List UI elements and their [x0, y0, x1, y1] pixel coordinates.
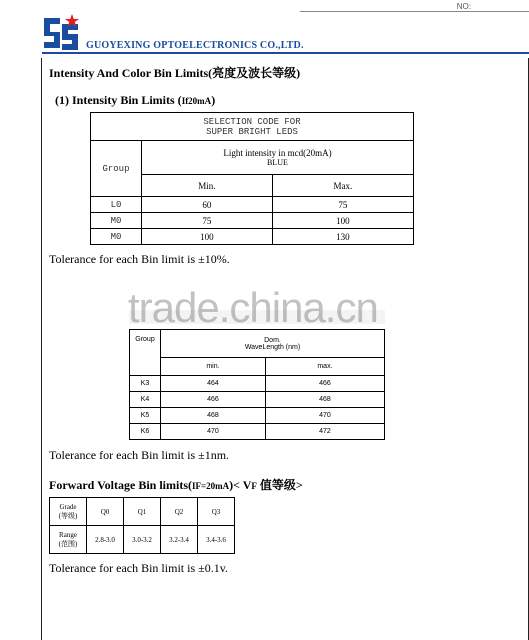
table-row — [130, 424, 385, 440]
dom-line-2: WaveLength (nm) — [244, 343, 301, 351]
grade-cn-label: (等级) — [58, 511, 78, 520]
group-cell: M0 — [91, 229, 142, 245]
light-intensity-label: Light intensity in mcd(20mA) — [223, 148, 332, 158]
max-cell: 75 — [272, 197, 413, 213]
min-cell: 468 — [161, 408, 266, 424]
intensity-tolerance: Tolerance for each Bin limit is ±10%. — [49, 252, 230, 266]
range-cell: 3.0-3.2 — [124, 526, 161, 554]
min-header: min. — [161, 358, 266, 376]
grade-label: Grade — [59, 502, 77, 511]
voltage-heading-end: 值等级> — [256, 478, 303, 492]
max-cell: 468 — [265, 392, 384, 408]
selection-line-2: SUPER BRIGHT LEDS — [206, 126, 298, 137]
min-cell: 470 — [161, 424, 266, 440]
max-cell: 472 — [265, 424, 384, 440]
table-row — [91, 229, 414, 245]
document-number-label: NO: — [456, 2, 471, 11]
voltage-heading-vsub: F — [251, 481, 257, 491]
max-header: max. — [265, 358, 384, 376]
intensity-heading-end: ) — [211, 93, 216, 107]
range-cell: 2.8-3.0 — [87, 526, 124, 554]
header-rule — [42, 52, 529, 54]
group-header: Group — [91, 141, 142, 197]
table-row — [50, 526, 235, 554]
max-cell: 470 — [265, 408, 384, 424]
max-cell: 130 — [272, 229, 413, 245]
min-cell: 60 — [142, 197, 273, 213]
selection-code-cell — [91, 113, 414, 141]
min-cell: 464 — [161, 376, 266, 392]
grade-cell: Q0 — [87, 498, 124, 526]
group-cell: K6 — [130, 424, 161, 440]
wavelength-table — [129, 329, 385, 440]
company-name: GUOYEXING OPTOELECTRONICS CO.,LTD. — [86, 40, 304, 51]
wavelength-tolerance: Tolerance for each Bin limit is ±1nm. — [49, 448, 230, 462]
group-cell: K3 — [130, 376, 161, 392]
grade-header — [50, 498, 87, 526]
max-cell: 100 — [272, 213, 413, 229]
intensity-heading — [55, 93, 215, 108]
selection-line-1: SELECTION CODE FOR — [203, 116, 301, 127]
table-row — [91, 213, 414, 229]
min-cell: 75 — [142, 213, 273, 229]
light-intensity-header — [142, 141, 414, 175]
frame-left-border — [41, 58, 42, 640]
group-cell: K5 — [130, 408, 161, 424]
intensity-heading-text: (1) Intensity Bin Limits ( — [55, 93, 182, 107]
range-header — [50, 526, 87, 554]
voltage-heading-sub: IF=20mA — [192, 481, 230, 491]
min-cell: 100 — [142, 229, 273, 245]
range-cn-label: (范围) — [58, 539, 78, 548]
max-header: Max. — [272, 175, 413, 197]
range-cell: 3.2-3.4 — [161, 526, 198, 554]
company-logo-icon — [42, 14, 82, 52]
max-cell: 466 — [265, 376, 384, 392]
table-row — [130, 408, 385, 424]
table-row — [91, 197, 414, 213]
voltage-table — [49, 497, 235, 554]
voltage-heading — [49, 476, 303, 493]
min-cell: 466 — [161, 392, 266, 408]
table-row — [130, 392, 385, 408]
dom-wavelength-header — [161, 330, 385, 358]
group-header: Group — [130, 330, 161, 376]
group-cell: L0 — [91, 197, 142, 213]
group-cell: M0 — [91, 213, 142, 229]
watermark: trade.china.cn — [128, 284, 378, 331]
dom-line-1: Dom. — [264, 336, 281, 344]
color-label: BLUE — [267, 158, 288, 167]
range-label: Range — [59, 530, 77, 539]
range-cell: 3.4-3.6 — [198, 526, 235, 554]
voltage-tolerance: Tolerance for each Bin limit is ±0.1v. — [49, 561, 228, 575]
intensity-heading-sub: If20mA — [181, 96, 212, 106]
voltage-heading-mid: )< V — [229, 478, 252, 492]
grade-cell: Q3 — [198, 498, 235, 526]
voltage-heading-text: Forward Voltage Bin limits( — [49, 478, 192, 492]
top-rule — [300, 11, 529, 12]
table-row — [50, 498, 235, 526]
grade-cell: Q1 — [124, 498, 161, 526]
table-row — [130, 376, 385, 392]
group-cell: K4 — [130, 392, 161, 408]
intensity-table — [90, 112, 414, 245]
grade-cell: Q2 — [161, 498, 198, 526]
min-header: Min. — [142, 175, 273, 197]
page-title: Intensity And Color Bin Limits(亮度及波长等级) — [49, 66, 301, 80]
